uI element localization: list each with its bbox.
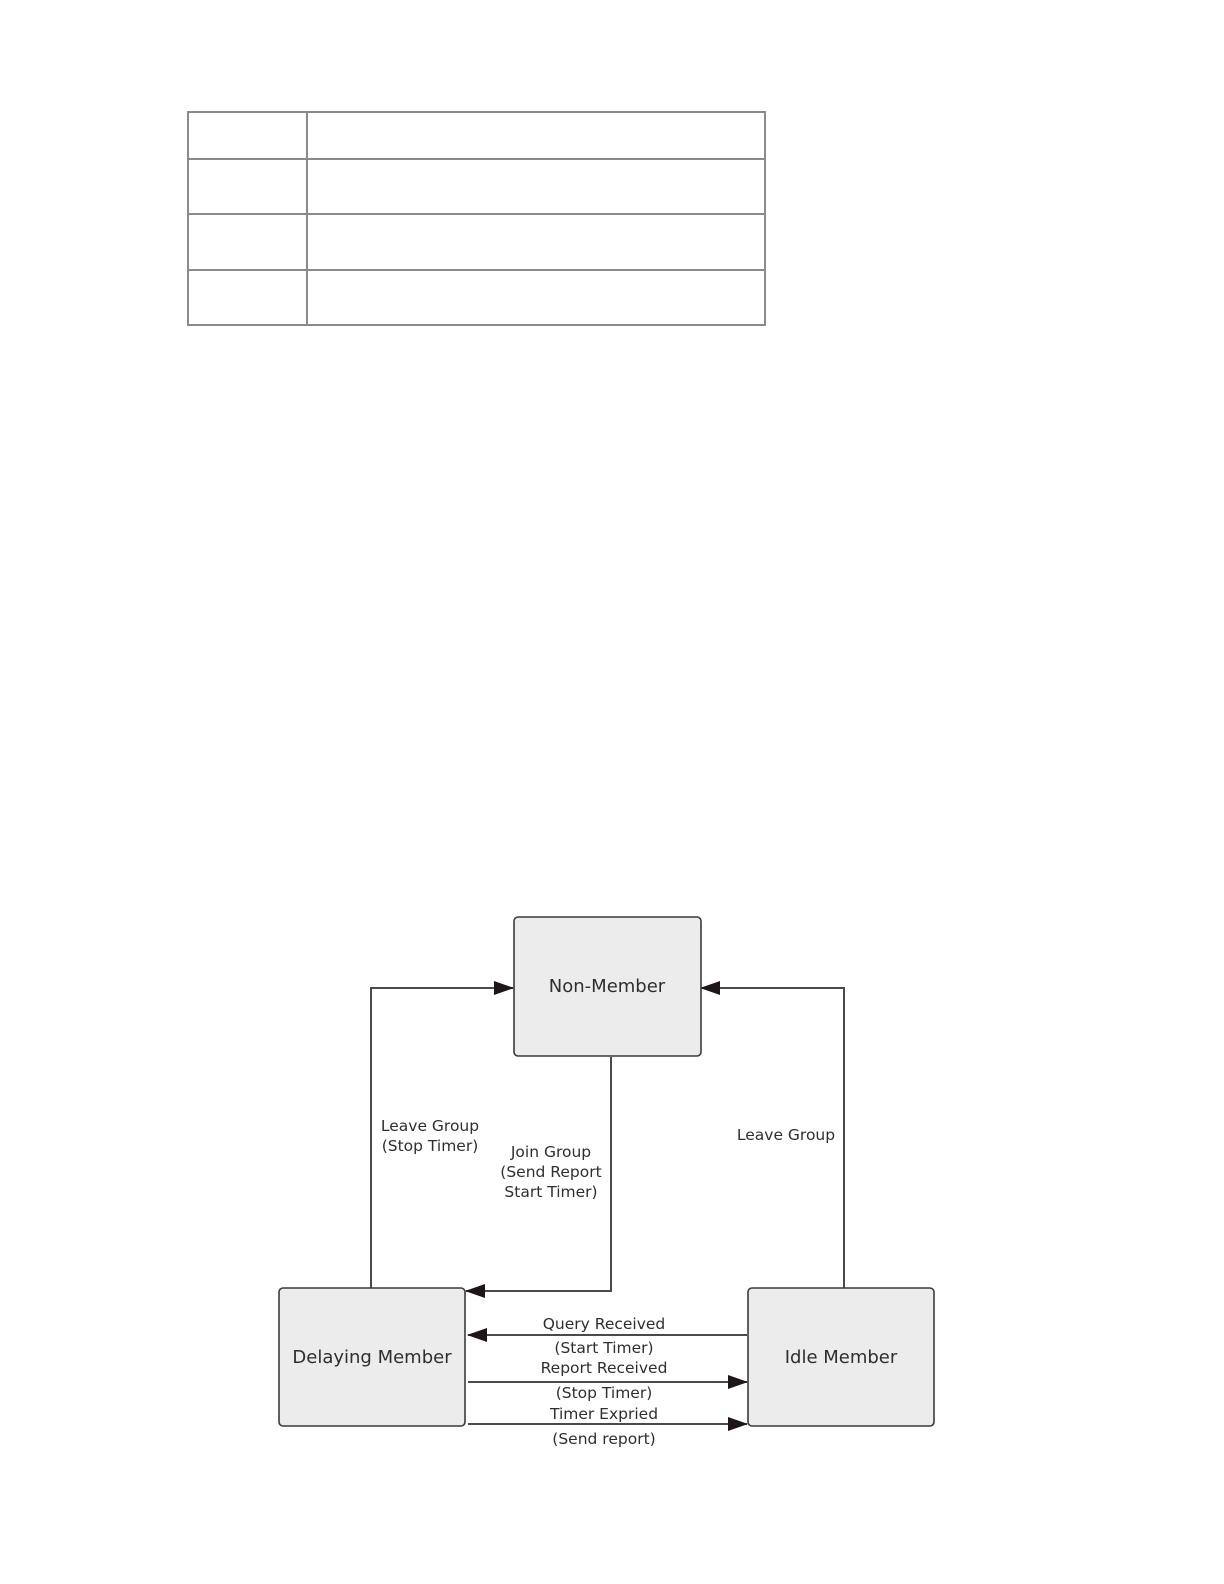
- edge-label-line: (Stop Timer): [555, 1384, 653, 1402]
- edge-label-line: Leave Group: [736, 1126, 836, 1144]
- edge-label-line: Query Received: [542, 1315, 666, 1333]
- edge-label-line: Report Received: [540, 1359, 668, 1377]
- state-label: Non-Member: [548, 976, 666, 997]
- state-non-member: [514, 917, 701, 1056]
- edge-label-line: Timer Expried: [549, 1405, 659, 1423]
- edge-label-line: (Start Timer): [554, 1339, 654, 1357]
- label-report: [541, 1359, 668, 1402]
- edge-label-line: (Stop Timer): [381, 1137, 479, 1155]
- state-label: Delaying Member: [292, 1347, 452, 1368]
- label-idle-leave: [737, 1126, 835, 1144]
- state-delaying-member: [279, 1288, 465, 1426]
- state-idle-member: [748, 1288, 934, 1426]
- state-label: Idle Member: [784, 1347, 898, 1368]
- label-join: [500, 1143, 601, 1201]
- edge-label-line: (Send Report: [500, 1163, 602, 1181]
- label-delaying-leave: [381, 1117, 479, 1155]
- edge-label-line: (Send report): [552, 1430, 656, 1448]
- edge-label-line: Leave Group: [380, 1117, 480, 1135]
- edge-label-line: Join Group: [510, 1143, 592, 1161]
- label-timer: [549, 1405, 658, 1448]
- edge-label-line: Start Timer): [504, 1183, 598, 1201]
